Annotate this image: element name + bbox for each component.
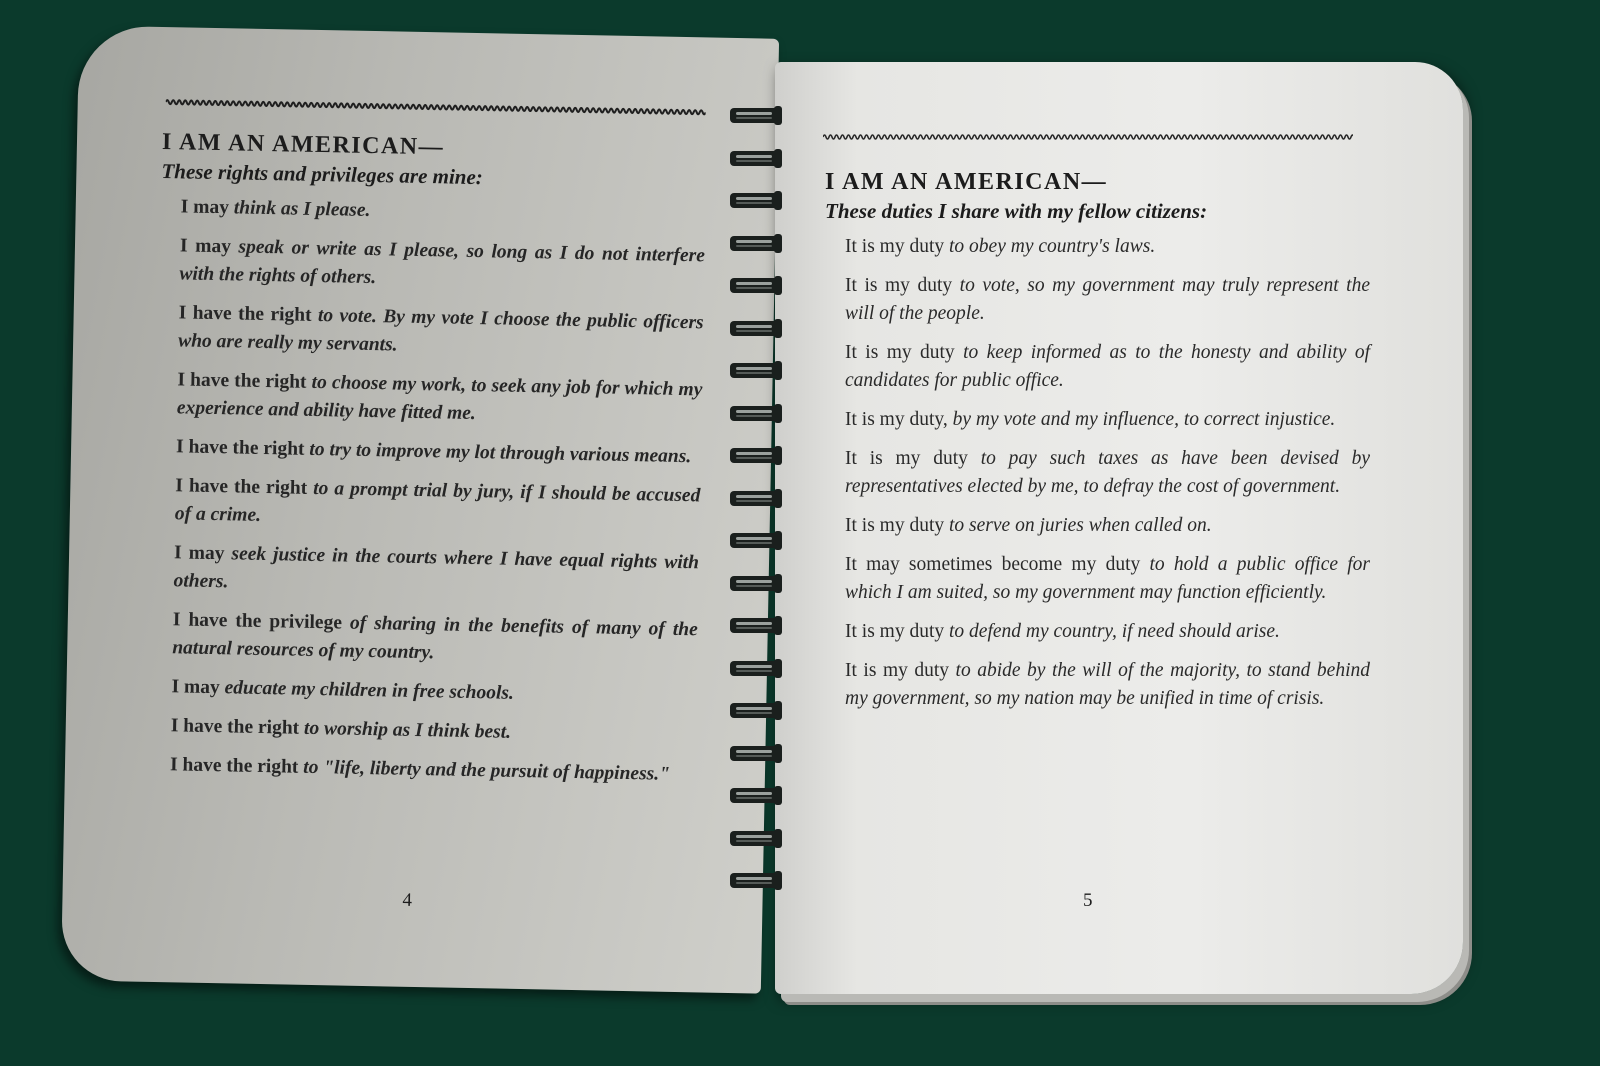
item-lead-text: It is my duty	[845, 660, 956, 681]
item-lead-text: I have the privilege	[172, 609, 351, 634]
spiral-coil	[728, 148, 784, 168]
spiral-binding	[728, 105, 790, 945]
spiral-coil	[728, 700, 784, 720]
item-italic-text: to choose my work, to seek any job for which my experience and ability have fitted me.	[176, 371, 703, 425]
spiral-coil	[728, 233, 784, 253]
spiral-coil	[728, 573, 784, 593]
item-italic-text: of sharing in the benefits of many of the natural resources of my country.	[172, 612, 698, 664]
list-item	[845, 445, 1370, 501]
item-italic-text: educate my children in free schools.	[224, 677, 515, 704]
item-lead-text: I have the right	[169, 754, 304, 778]
spiral-coil	[728, 615, 784, 635]
list-item	[845, 406, 1370, 434]
item-lead-text: I may	[180, 196, 235, 219]
right-page	[775, 62, 1463, 994]
item-italic-text: think as I please.	[233, 197, 371, 221]
item-lead-text: It is my duty	[845, 515, 950, 536]
item-lead-text: It is my duty	[845, 448, 981, 469]
page-number: 4	[402, 889, 413, 911]
item-lead-text: I have the right	[170, 715, 305, 739]
item-italic-text: by my vote and my influence, to correct injustice.	[952, 409, 1336, 430]
spiral-coil	[728, 190, 784, 210]
item-lead-text: It is my duty	[845, 236, 950, 257]
item-italic-text: seek justice in the courts where I have equal rights with others.	[173, 543, 700, 593]
item-lead-text: I may	[173, 542, 232, 565]
item-italic-text: to pay such taxes as have been devised by representatives elected by me, to defray the cost of government.	[845, 448, 1370, 497]
list-item	[170, 751, 695, 789]
list-item	[173, 539, 699, 605]
rights-list	[150, 193, 706, 789]
list-item	[179, 232, 705, 298]
item-lead-text: It may sometimes become my duty	[845, 554, 1150, 575]
spiral-coil	[728, 445, 784, 465]
list-item	[845, 339, 1370, 395]
list-item	[177, 366, 703, 432]
spiral-coil	[728, 828, 784, 848]
item-italic-text: to defend my country, if need should arise.	[949, 621, 1280, 642]
item-lead-text: I have the right	[175, 475, 314, 499]
item-italic-text: speak or write as I please, so long as I do not interfere with the rights of others.	[179, 236, 706, 289]
item-italic-text: to hold a public office for which I am suited, so my government may function efficiently.	[845, 554, 1370, 603]
list-item	[175, 472, 701, 538]
wavy-rule	[823, 132, 1353, 142]
list-item	[845, 657, 1370, 713]
list-item	[176, 433, 701, 471]
spiral-coil	[728, 105, 784, 125]
page-number: 5	[1083, 890, 1093, 911]
item-italic-text: to vote. By my vote I choose the public officers who are really my servants.	[177, 305, 704, 356]
spiral-coil	[728, 743, 784, 763]
page-heading: I AM AN AMERICAN—	[161, 128, 445, 161]
right-page-content	[825, 167, 1370, 724]
page-heading: I AM AN AMERICAN—	[825, 169, 1108, 195]
list-item	[180, 193, 705, 231]
duties-list	[825, 233, 1370, 713]
left-page	[61, 25, 779, 993]
wavy-rule	[166, 97, 706, 117]
item-italic-text: to obey my country's laws.	[949, 236, 1156, 257]
item-italic-text: to vote, so my government may truly represent the will of the people.	[845, 275, 1370, 324]
spiral-coil	[728, 658, 784, 678]
spiral-coil	[728, 360, 784, 380]
item-italic-text: to worship as I think best.	[303, 717, 512, 743]
item-lead-text: I have the right	[178, 302, 319, 327]
spiral-coil	[728, 318, 784, 338]
item-lead-text: It is my duty	[845, 621, 950, 642]
item-lead-text: I may	[179, 235, 239, 258]
item-lead-text: I may	[171, 676, 225, 699]
item-italic-text: to "life, liberty and the pursuit of happiness."	[303, 756, 671, 785]
item-italic-text: to serve on juries when called on.	[949, 515, 1212, 536]
item-italic-text: to a prompt trial by jury, if I should be accused of a crime.	[174, 477, 701, 526]
spiral-coil	[728, 275, 784, 295]
list-item	[172, 606, 698, 672]
left-page-content	[150, 127, 708, 800]
spiral-coil	[728, 403, 784, 423]
item-lead-text: I have the right	[175, 436, 310, 460]
item-lead-text: It is my duty	[845, 342, 964, 363]
list-item	[171, 673, 696, 711]
spiral-coil	[728, 785, 784, 805]
spiral-coil	[728, 488, 784, 508]
list-item	[845, 618, 1370, 646]
item-lead-text: It is my duty,	[845, 409, 953, 430]
item-lead-text: I have the right	[177, 369, 312, 393]
page-subheading: These rights and privileges are mine:	[161, 158, 484, 190]
list-item	[845, 233, 1370, 261]
list-item	[845, 272, 1370, 328]
list-item	[171, 712, 696, 750]
list-item	[845, 512, 1370, 540]
list-item	[178, 299, 704, 365]
spiral-coil	[728, 870, 784, 890]
item-italic-text: to keep informed as to the honesty and ability of candidates for public office.	[845, 342, 1370, 391]
item-italic-text: to abide by the will of the majority, to stand behind my government, so my nation may be unified in time of crisis.	[845, 660, 1370, 709]
list-item	[845, 551, 1370, 607]
item-italic-text: to try to improve my lot through various means.	[309, 438, 692, 468]
item-lead-text: It is my duty	[845, 275, 960, 296]
spiral-coil	[728, 530, 784, 550]
page-subheading: These duties I share with my fellow citizens:	[825, 199, 1208, 223]
